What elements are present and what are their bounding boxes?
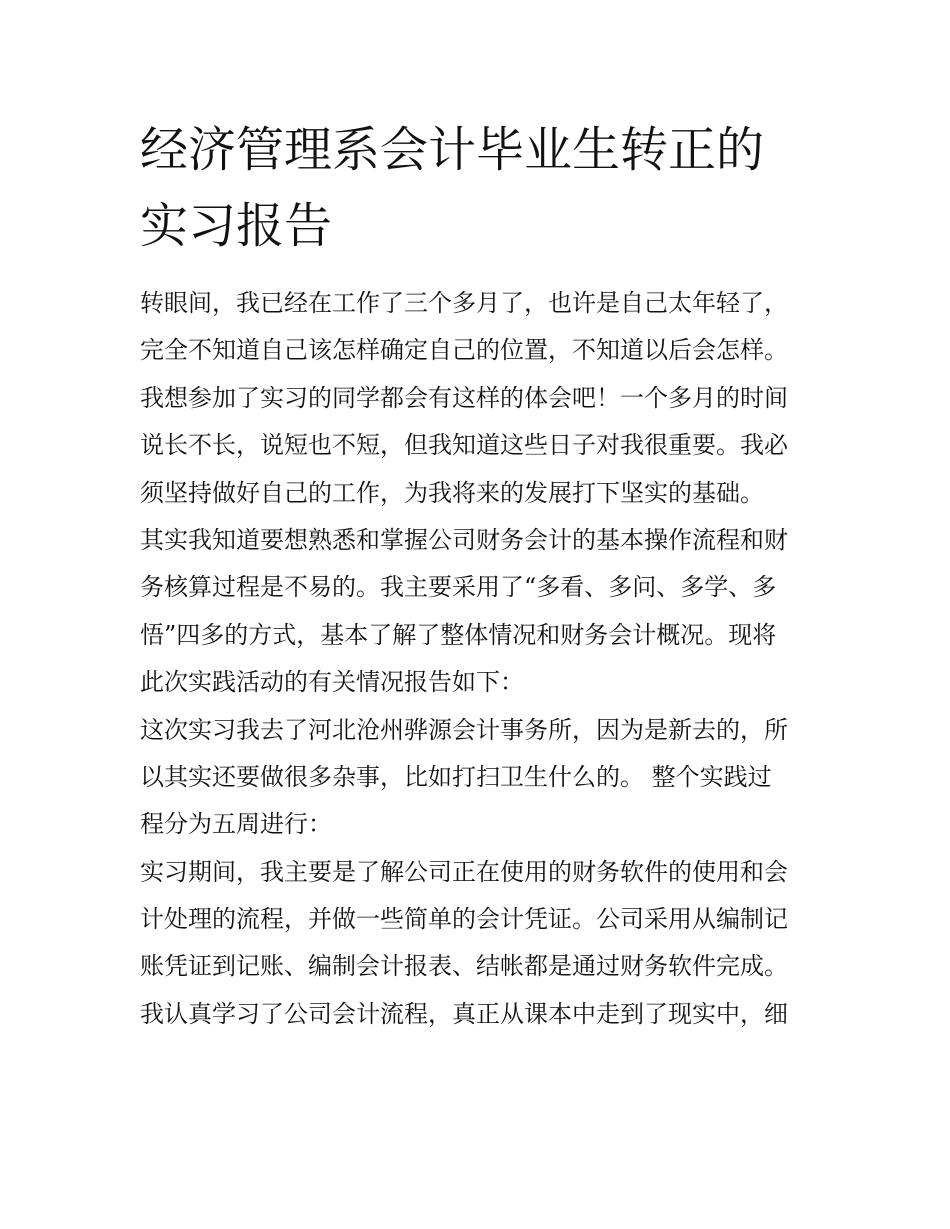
document-body (140, 280, 820, 1038)
body-line: 以其实还要做很多杂事，比如打扫卫生什么的。 整个实践过 (140, 762, 772, 791)
body-line: 此次实践活动的有关情况报告如下： (140, 668, 524, 697)
body-line: 我想参加了实习的同学都会有这样的体会吧！一个多月的时间 (140, 383, 788, 412)
document-title (140, 112, 840, 264)
body-line: 这次实习我去了河北沧州骅源会计事务所，因为是新去的，所 (140, 715, 788, 744)
title-line-1: 经济管理系会计毕业生转正的 (140, 122, 765, 178)
body-line: 我认真学习了公司会计流程，真正从课本中走到了现实中，细 (140, 999, 788, 1028)
body-line: 其实我知道要想熟悉和掌握公司财务会计的基本操作流程和财 (140, 525, 788, 554)
body-line: 账凭证到记账、编制会计报表、结帐都是通过财务软件完成。 (140, 952, 788, 981)
body-line: 转眼间，我已经在工作了三个多月了，也许是自己太年轻了， (140, 289, 788, 317)
body-line: 程分为五周进行： (140, 810, 332, 839)
body-line: 悟”四多的方式，基本了解了整体情况和财务会计概况。现将 (140, 620, 777, 649)
title-line-2: 实习报告 (140, 198, 333, 254)
body-line: 说长不长，说短也不短，但我知道这些日子对我很重要。我必 (140, 431, 788, 460)
body-line: 实习期间，我主要是了解公司正在使用的财务软件的使用和会 (140, 857, 788, 886)
body-line: 完全不知道自己该怎样确定自己的位置，不知道以后会怎样。 (140, 336, 788, 365)
body-line: 计处理的流程，并做一些简单的会计凭证。公司采用从编制记 (140, 905, 788, 934)
body-line: 须坚持做好自己的工作，为我将来的发展打下坚实的基础。 (140, 478, 764, 507)
body-line: 务核算过程是不易的。我主要采用了“多看、多问、多学、多 (140, 573, 777, 602)
